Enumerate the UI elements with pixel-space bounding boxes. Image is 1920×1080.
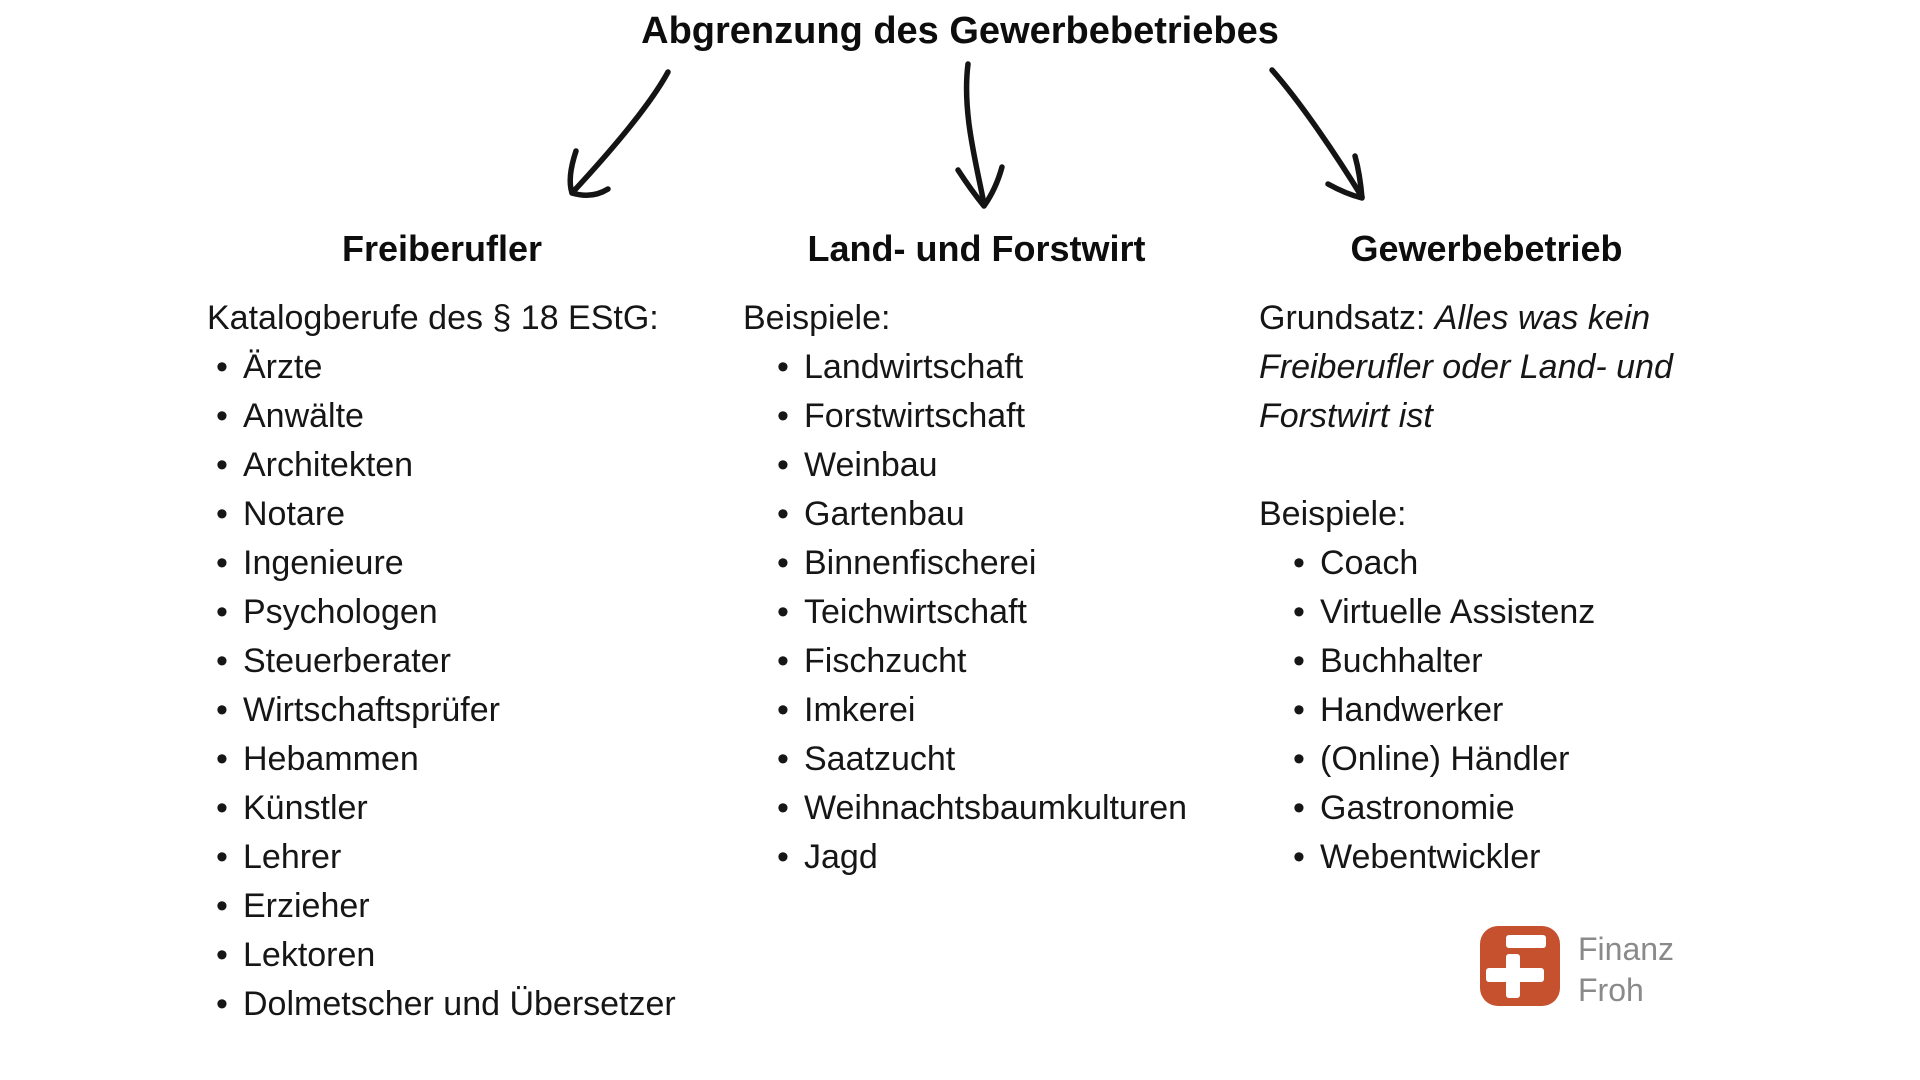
list-item: • Landwirtschaft xyxy=(777,343,1210,392)
list-item: • Lehrer xyxy=(216,833,677,882)
list-item: • Forstwirtschaft xyxy=(777,392,1210,441)
brand-line1: Finanz xyxy=(1578,931,1675,967)
list-item: • (Online) Händler xyxy=(1293,735,1714,784)
brand-line2: Froh xyxy=(1578,972,1644,1008)
list-item: • Ärzte xyxy=(216,343,677,392)
list-item: • Handwerker xyxy=(1293,686,1714,735)
list-item: • Webentwickler xyxy=(1293,833,1714,882)
column-intro-land-und-forstwirt: Beispiele: xyxy=(743,299,891,337)
list-item: • Ingenieure xyxy=(216,539,677,588)
list-item: • Architekten xyxy=(216,441,677,490)
bullet-list-gewerbebetrieb xyxy=(1293,539,1714,882)
arrow-to-gewerbebetrieb-icon xyxy=(1272,70,1362,198)
arrow-to-land-und-forstwirt-icon xyxy=(958,64,1002,206)
column-intro-freiberufler: Katalogberufe des § 18 EStG: xyxy=(207,299,659,337)
column-heading-gewerbebetrieb: Gewerbebetrieb xyxy=(1350,228,1623,269)
bullet-list-land-und-forstwirt xyxy=(777,343,1210,882)
column-intro-gewerbebetrieb: Beispiele: xyxy=(1259,495,1407,533)
list-item: • Virtuelle Assistenz xyxy=(1293,588,1714,637)
list-item: • Dolmetscher und Übersetzer xyxy=(216,980,677,1029)
column-freiberufler xyxy=(207,228,677,1029)
list-item: • Buchhalter xyxy=(1293,637,1714,686)
principle-text: Alles was kein Freiberufler oder Land- und Forstwirt ist xyxy=(1259,299,1673,435)
bullet-list-freiberufler xyxy=(216,343,677,1029)
column-land-und-forstwirt xyxy=(743,228,1210,882)
column-gewerbebetrieb xyxy=(1259,228,1714,882)
list-item: • Gartenbau xyxy=(777,490,1210,539)
list-item: • Lektoren xyxy=(216,931,677,980)
column-heading-freiberufler: Freiberufler xyxy=(341,228,543,269)
list-item: • Anwälte xyxy=(216,392,677,441)
list-item: • Künstler xyxy=(216,784,677,833)
list-item: • Weihnachtsbaumkulturen xyxy=(777,784,1210,833)
arrow-to-freiberufler-icon xyxy=(570,72,668,195)
list-item: • Weinbau xyxy=(777,441,1210,490)
column-heading-land-und-forstwirt: Land- und Forstwirt xyxy=(807,228,1146,269)
list-item: • Gastronomie xyxy=(1293,784,1714,833)
list-item: • Steuerberater xyxy=(216,637,677,686)
finanzfroh-icon xyxy=(1480,926,1560,1006)
list-item: • Notare xyxy=(216,490,677,539)
list-item: • Wirtschaftsprüfer xyxy=(216,686,677,735)
list-item: • Saatzucht xyxy=(777,735,1210,784)
list-item: • Binnenfischerei xyxy=(777,539,1210,588)
list-item: • Fischzucht xyxy=(777,637,1210,686)
list-item: • Coach xyxy=(1293,539,1714,588)
principle-label: Grundsatz: xyxy=(1259,299,1426,337)
column-principle xyxy=(1259,294,1714,441)
list-item: • Teichwirtschaft xyxy=(777,588,1210,637)
list-item: • Erzieher xyxy=(216,882,677,931)
list-item: • Psychologen xyxy=(216,588,677,637)
diagram-title: Abgrenzung des Gewerbebetriebes xyxy=(641,10,1279,52)
brand-name xyxy=(1578,926,1674,1011)
finanzfroh-logo xyxy=(1480,926,1674,1011)
list-item: • Imkerei xyxy=(777,686,1210,735)
list-item: • Jagd xyxy=(777,833,1210,882)
list-item: • Hebammen xyxy=(216,735,677,784)
